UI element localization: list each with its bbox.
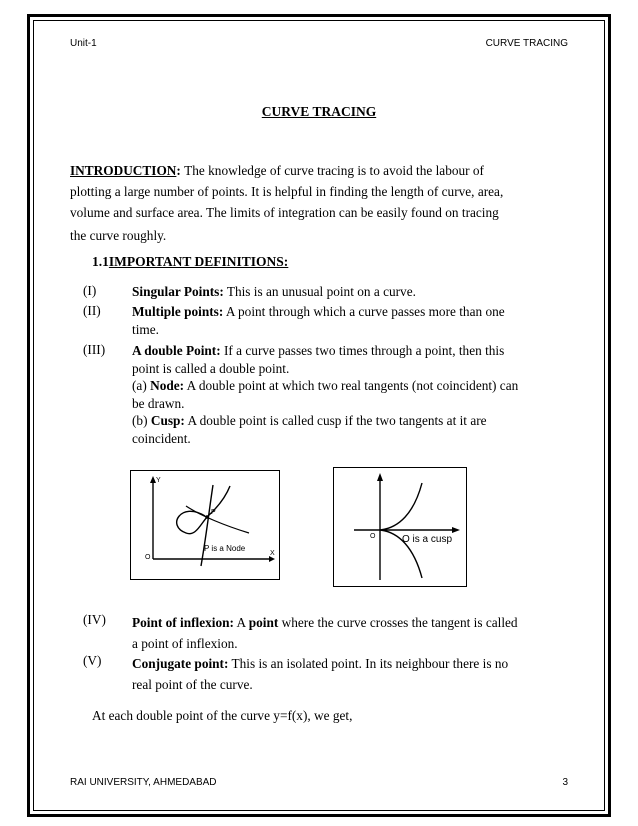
intro-line-1: INTRODUCTION: The knowledge of curve tracing is to avoid the labour of bbox=[70, 163, 484, 178]
def-text-2 bbox=[132, 303, 572, 338]
def-5-line-1: This is an isolated point. In its neighbour there is no bbox=[231, 656, 509, 671]
def-num-2: (II) bbox=[83, 303, 101, 318]
def-term-3: A double Point: bbox=[132, 343, 221, 358]
footer-university: RAI UNIVERSITY, AHMEDABAD bbox=[70, 777, 217, 788]
def-num-1: (I) bbox=[83, 283, 97, 298]
cusp-caption: O is a cusp bbox=[402, 534, 453, 545]
intro-line-2: plotting a large number of points. It is helpful in finding the length of curve, area, bbox=[70, 184, 504, 199]
def-4-line-2: a point of inflexion. bbox=[132, 636, 238, 651]
def-num-3: (III) bbox=[83, 342, 106, 357]
def-term-2: Multiple points: bbox=[132, 304, 224, 319]
def-num-5: (V) bbox=[83, 653, 102, 668]
def-term-5: Conjugate point: bbox=[132, 656, 229, 671]
intro-paragraph bbox=[70, 160, 570, 246]
node-curve-branch bbox=[201, 485, 213, 566]
cusp-prefix: (b) bbox=[132, 413, 148, 428]
cusp-upper-branch bbox=[380, 483, 422, 530]
def-4-mid: A bbox=[236, 615, 246, 630]
cusp-origin-label: O bbox=[370, 533, 376, 540]
def-3-line-2: point is called a double point. bbox=[132, 360, 290, 376]
section-heading bbox=[92, 254, 288, 270]
node-prefix: (a) bbox=[132, 378, 147, 393]
def-4-line-1: where the curve crosses the tangent is called bbox=[281, 615, 518, 630]
def-text-1 bbox=[132, 283, 572, 301]
tangent-line bbox=[186, 506, 249, 533]
node-figure bbox=[130, 470, 280, 580]
node-definition bbox=[132, 377, 572, 395]
node-term: Node: bbox=[150, 378, 185, 393]
section-title: IMPORTANT DEFINITIONS: bbox=[108, 254, 289, 269]
def-2-line-2: time. bbox=[132, 321, 159, 337]
y-label: Y bbox=[156, 477, 161, 484]
node-diagram bbox=[131, 471, 278, 578]
def-text-3 bbox=[132, 342, 572, 447]
def-num-4: (IV) bbox=[83, 612, 106, 627]
cusp-diagram bbox=[334, 468, 465, 585]
closing-text: At each double point of the curve y=f(x), we get, bbox=[92, 708, 353, 723]
def-term-1: Singular Points: bbox=[132, 284, 224, 299]
point-label: P bbox=[211, 509, 216, 516]
intro-line-4: the curve roughly. bbox=[70, 228, 167, 243]
header-unit: Unit-1 bbox=[70, 38, 97, 49]
cusp-line-1: A double point is called cusp if the two tangents at it are bbox=[187, 413, 487, 428]
def-1-line-1: This is an unusual point on a curve. bbox=[226, 284, 416, 299]
def-text-5 bbox=[132, 653, 572, 695]
def-2-line-1: A point through which a curve passes more than one bbox=[225, 304, 505, 319]
node-point bbox=[205, 515, 209, 519]
cusp-x-arrow bbox=[452, 527, 460, 533]
origin-label: O bbox=[145, 554, 151, 561]
intro-line-3: volume and surface area. The limits of integration can be easily found on tracing bbox=[70, 205, 499, 220]
cusp-y-arrow bbox=[377, 473, 383, 481]
def-term-4: Point of inflexion: bbox=[132, 615, 234, 630]
footer-page-number: 3 bbox=[562, 777, 568, 788]
intro-text-1: The knowledge of curve tracing is to avoid the labour of bbox=[184, 163, 484, 178]
cusp-definition bbox=[132, 412, 572, 430]
cusp-line-2: coincident. bbox=[132, 430, 191, 446]
x-label: X bbox=[270, 550, 275, 557]
header-topic: CURVE TRACING bbox=[485, 38, 568, 49]
page-title: CURVE TRACING bbox=[261, 104, 377, 119]
def-5-line-2: real point of the curve. bbox=[132, 677, 253, 692]
cusp-figure bbox=[333, 467, 467, 587]
node-loop bbox=[177, 486, 230, 534]
def-text-4 bbox=[132, 612, 572, 654]
intro-label: INTRODUCTION bbox=[70, 163, 177, 178]
section-number: 1.1 bbox=[92, 254, 109, 269]
cusp-term: Cusp: bbox=[150, 413, 185, 428]
node-caption: P is a Node bbox=[204, 544, 246, 553]
node-line-1: A double point at which two real tangents (not coincident) can bbox=[186, 378, 519, 393]
def-3-line-1: If a curve passes two times through a point, then this bbox=[224, 343, 505, 358]
def-4-point: point bbox=[248, 615, 279, 630]
node-line-2: be drawn. bbox=[132, 395, 185, 411]
